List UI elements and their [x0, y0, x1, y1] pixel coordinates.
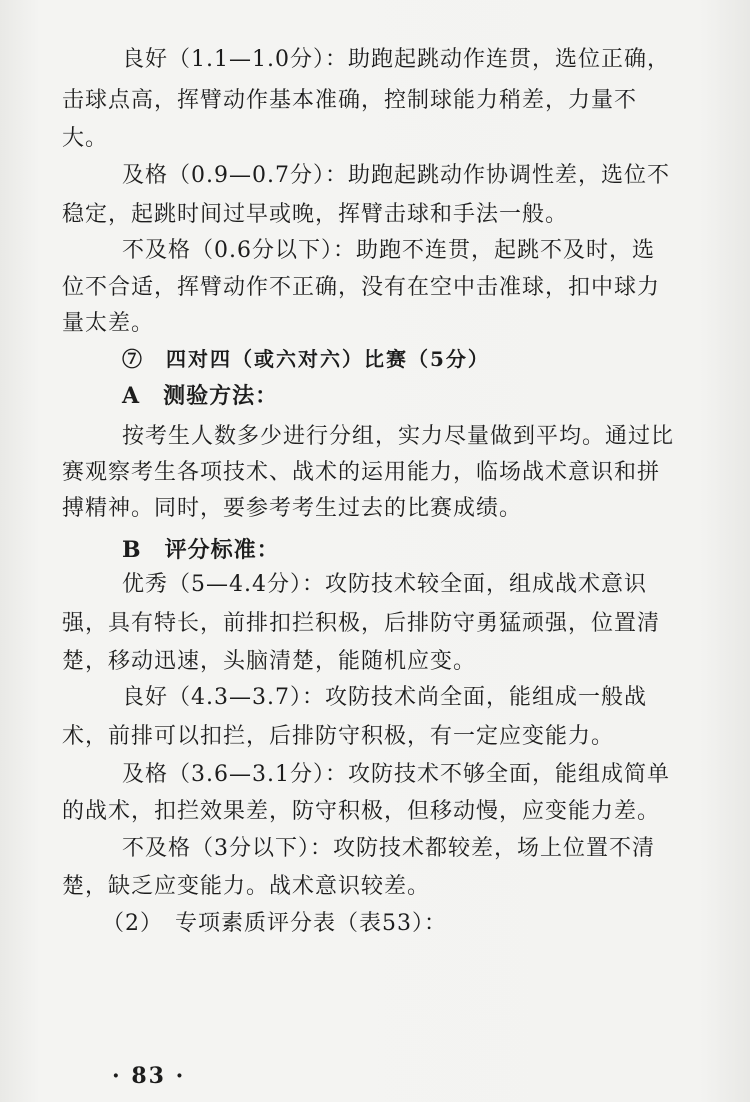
text-line: 按考生人数多少进行分组，实力尽量做到平均。通过比 — [122, 424, 675, 449]
text-line: 良好（1.1—1.0分）：助跑起跳动作连贯，选位正确， — [122, 47, 670, 72]
subsection-heading: B 评分标准： — [122, 537, 280, 563]
text-line: 大。 — [62, 126, 109, 151]
text-line: 位不合适，挥臂动作不正确，没有在空中击准球，扣中球力 — [62, 275, 661, 300]
subsection-heading: A 测验方法： — [122, 383, 279, 409]
text-line: 量太差。 — [62, 311, 155, 336]
text-line: 击球点高，挥臂动作基本准确，控制球能力稍差，力量不 — [62, 88, 638, 113]
text-line: 良好（4.3—3.7）：攻防技术尚全面，能组成一般战 — [122, 685, 647, 710]
section-heading: ⑦ 四对四（或六对六）比赛（5分） — [122, 347, 490, 371]
text-line: 赛观察考生各项技术、战术的运用能力，临场战术意识和拼 — [62, 460, 661, 485]
table-reference-line: （2） 专项素质评分表（表53）： — [102, 911, 447, 936]
text-line: 搏精神。同时，要参考考生过去的比赛成绩。 — [62, 496, 523, 521]
page-number: · 83 · — [112, 1063, 186, 1089]
text-line: 不及格（3分以下）：攻防技术都较差，场上位置不清 — [122, 836, 655, 861]
text-line: 的战术，扣拦效果差，防守积极，但移动慢，应变能力差。 — [62, 799, 661, 824]
text-line: 优秀（5—4.4分）：攻防技术较全面，组成战术意识 — [122, 572, 647, 597]
text-line: 楚，缺乏应变能力。战术意识较差。 — [62, 874, 431, 899]
text-line: 术，前排可以扣拦，后排防守积极，有一定应变能力。 — [62, 724, 615, 749]
text-line: 强，具有特长，前排扣拦积极，后排防守勇猛顽强，位置清 — [62, 611, 661, 636]
text-line: 楚，移动迅速，头脑清楚，能随机应变。 — [62, 649, 477, 674]
text-line: 及格（3.6—3.1分）：攻防技术不够全面，能组成简单 — [122, 762, 670, 787]
text-line: 不及格（0.6分以下）：助跑不连贯，起跳不及时，选 — [122, 238, 655, 263]
text-line: 稳定，起跳时间过早或晚，挥臂击球和手法一般。 — [62, 202, 569, 227]
text-line: 及格（0.9—0.7分）：助跑起跳动作协调性差，选位不 — [122, 163, 670, 188]
